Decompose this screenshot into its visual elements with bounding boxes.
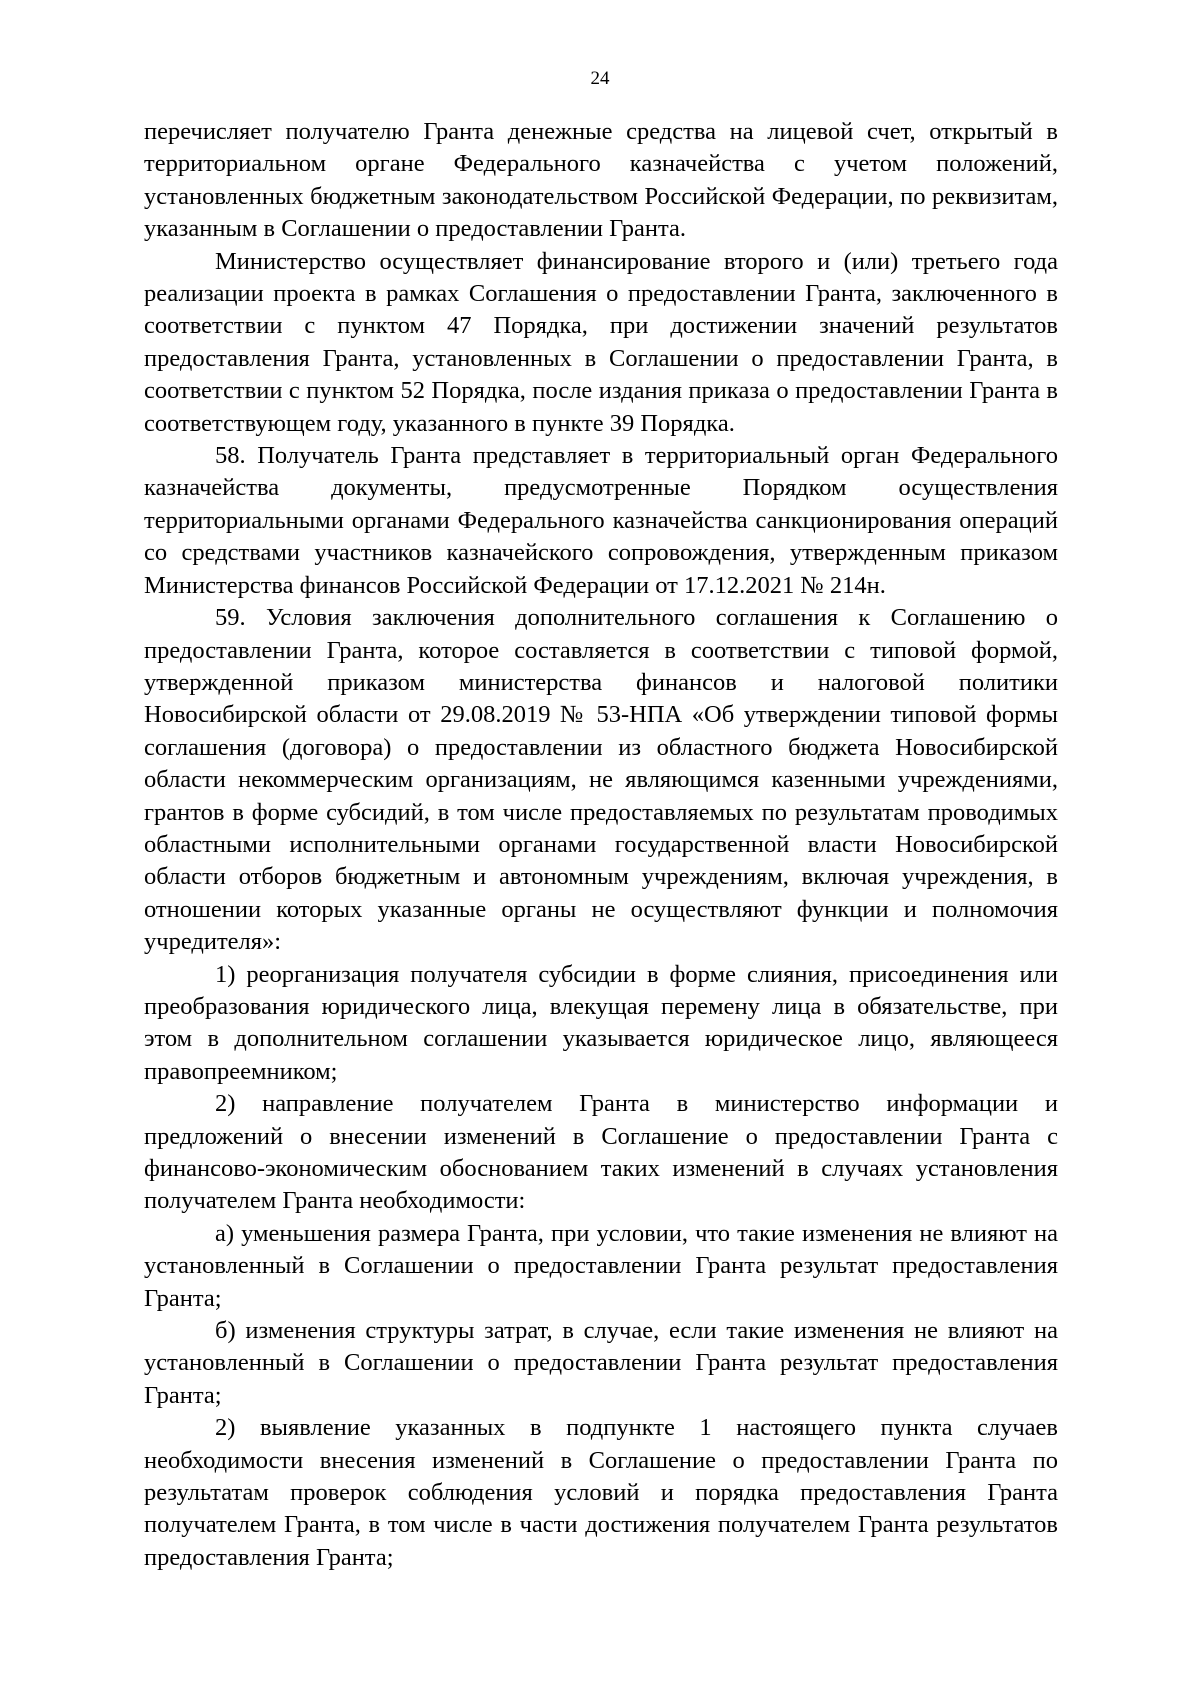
paragraph-item-59: 59. Условия заключения дополнительного соглашения к Соглашению о предоставлении Гранта, которое составляется в соответствии с типовой формой, утвержденной приказом министерства финансов и налоговой политики Новосибирской области от 29.08.2019 № 53-НПА «Об утверждении типовой формы соглашения (договора) о предоставлении из областного бюджета Новосибирской области некоммерческим организациям, не являющимся казенными учреждениями, грантов в форме субсидий, в том числе предоставляемых по результатам проводимых областными исполнительными органами государственной власти Новосибирской области отборов бюджетным и автономным учреждениям, включая учреждения, в отношении которых указанные органы не осуществляют функции и полномочия учредителя»: [144, 604, 1058, 956]
subitem-2-proposals: 2) направление получателем Гранта в министерство информации и предложений о внесении изменений в Соглашение о предоставлении Гранта с финансово-экономическим обоснованием таких изменений в случаях установления получателем Гранта необходимости: [144, 1090, 1058, 1215]
document-body [144, 116, 1058, 1574]
paragraph-ministry-financing: Министерство осуществляет финансирование второго и (или) третьего года реализации проекта в рамках Соглашения о предоставлении Гранта, заключенного в соответствии с пунктом 47 Порядка, при достижении значений результатов предоставления Гранта, установленных в Соглашении о предоставлении Гранта, в соответствии с пунктом 52 Порядка, после издания приказа о предоставлении Гранта в соответствующем году, указанного в пункте 39 Порядка. [144, 247, 1058, 437]
subitem-a-grant-reduction: а) уменьшения размера Гранта, при условии, что такие изменения не влияют на установленный в Соглашении о предоставлении Гранта результат предоставления Гранта; [144, 1219, 1058, 1312]
page-number: 24 [590, 68, 610, 89]
paragraph-continuation: перечисляет получателю Гранта денежные средства на лицевой счет, открытый в территориальном органе Федерального казначейства с учетом положений, установленных бюджетным законодательством Российской Федерации, по реквизитам, указанным в Соглашении о предоставлении Гранта. [144, 118, 1058, 243]
subitem-2-inspection-results: 2) выявление указанных в подпункте 1 настоящего пункта случаев необходимости внесения изменений в Соглашение о предоставлении Гранта по результатам проверок соблюдения условий и порядка предоставления Гранта получателем Гранта, в том числе в части достижения получателем Гранта результатов предоставления Гранта; [144, 1414, 1058, 1571]
subitem-1-reorganization: 1) реорганизация получателя субсидии в форме слияния, присоединения или преобразования юридического лица, влекущая перемену лица в обязательстве, при этом в дополнительном соглашении указывается юридическое лицо, являющееся правопреемником; [144, 960, 1058, 1085]
paragraph-item-58: 58. Получатель Гранта представляет в территориальный орган Федерального казначейства документы, предусмотренные Порядком осуществления территориальными органами Федерального казначейства санкционирования операций со средствами участников казначейского сопровождения, утвержденным приказом Министерства финансов Российской Федерации от 17.12.2021 № 214н. [144, 442, 1058, 599]
subitem-b-cost-structure: б) изменения структуры затрат, в случае, если такие изменения не влияют на установленный в Соглашении о предоставлении Гранта результат предоставления Гранта; [144, 1317, 1058, 1409]
